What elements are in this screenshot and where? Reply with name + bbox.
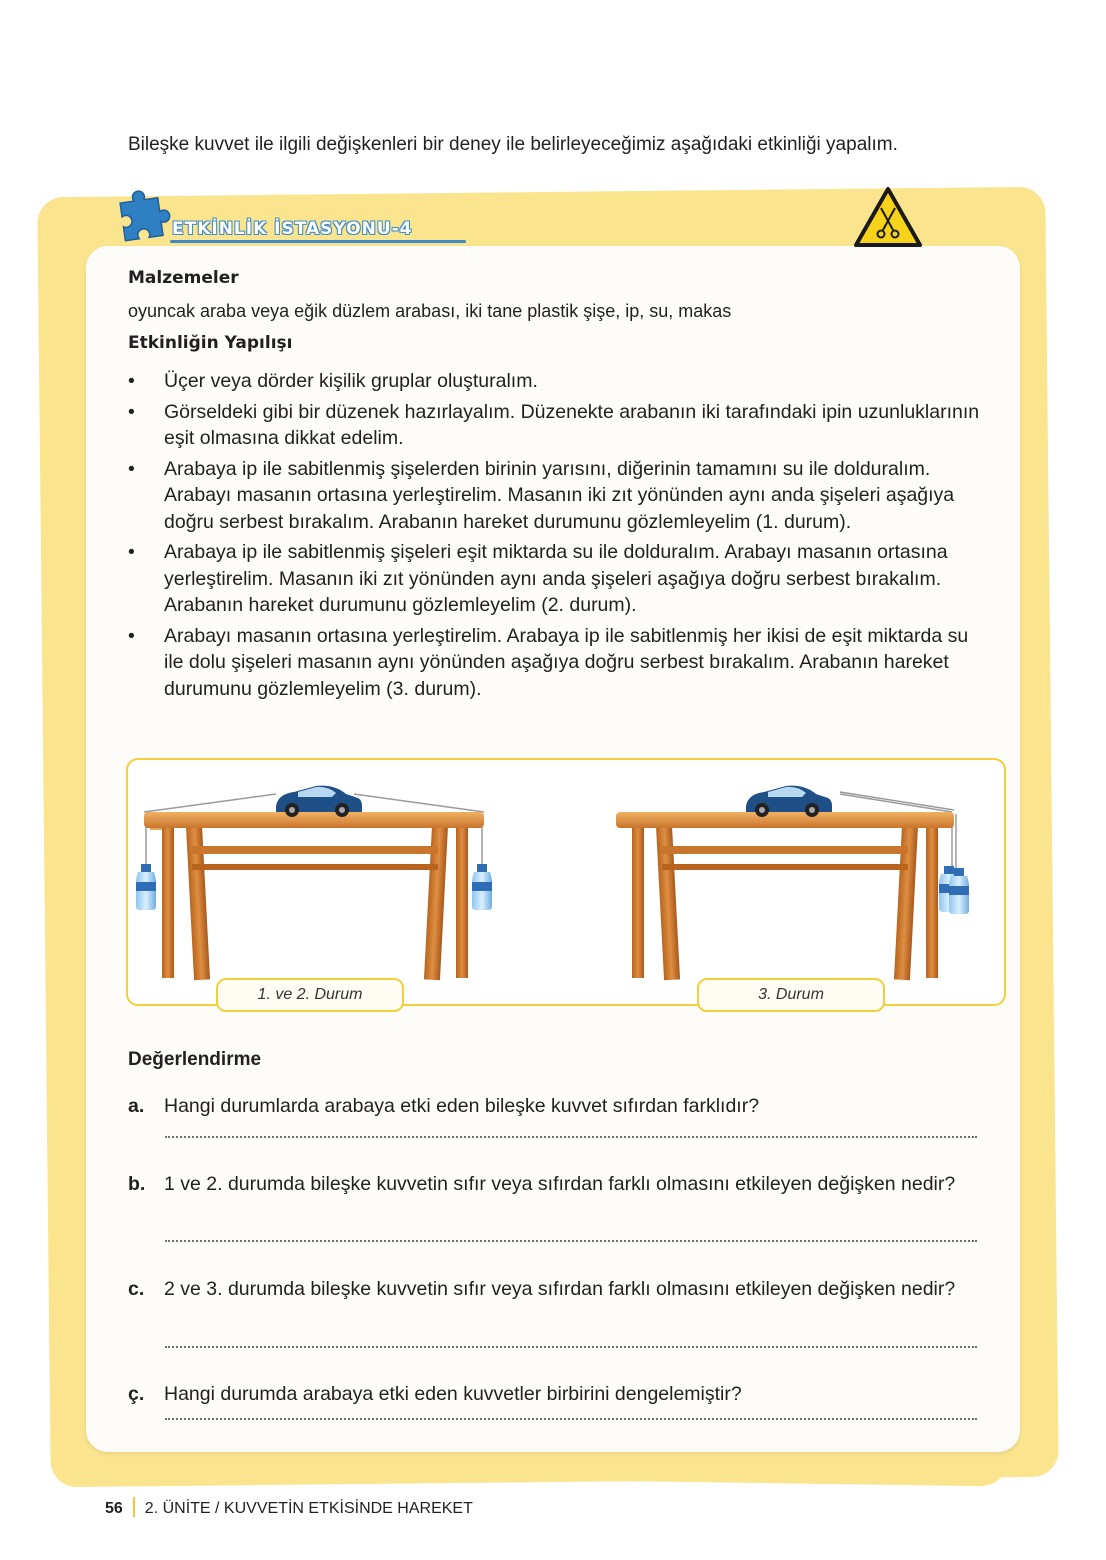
figure-label-left: 1. ve 2. Durum [216, 978, 404, 1012]
question-text: Hangi durumda arabaya etki eden kuvvetler birbirini dengelemiştir? [164, 1383, 742, 1405]
answer-line-c-cedilla[interactable] [165, 1418, 977, 1420]
question-letter: b. [128, 1173, 146, 1195]
question-a [128, 1093, 980, 1120]
string-left-b [354, 794, 484, 812]
list-item: • Arabaya ip ile sabitlenmiş şişelerden birinin yarısını, diğerinin tamamını su ile dolduralım. Arabayı masanın ortasına yerleştirelim. Masanın iki zıt yönünden aynı anda şişeleri aşağıya doğru serbest bırakalım. Arabanın hareket durumunu gözlemleyelim (1. durum). [128, 457, 955, 533]
station-title-underline [170, 240, 466, 243]
footer-divider [133, 1497, 135, 1517]
bullet-dot: • [128, 400, 135, 423]
question-b [128, 1171, 980, 1198]
table-left [136, 786, 492, 981]
materials-text: oyuncak araba veya eğik düzlem arabası, iki tane plastik şişe, ip, su, makas [128, 301, 732, 321]
intro-paragraph: Bileşke kuvvet ile ilgili değişkenleri bir deney ile belirleyeceğimiz aşağıdaki etkinliği yapalım. [128, 134, 898, 155]
scissors-warning-icon [853, 186, 923, 248]
figure-label-right: 3. Durum [697, 978, 885, 1012]
bullet-dot: • [128, 541, 135, 563]
question-letter: c. [128, 1278, 145, 1300]
bottle-icon [136, 864, 156, 910]
evaluation-heading: Değerlendirme [128, 1049, 262, 1070]
answer-line-a[interactable] [165, 1136, 977, 1138]
string-right-a [840, 794, 952, 812]
question-c-cedilla [128, 1381, 980, 1408]
page-number: 56 [105, 1500, 123, 1517]
puzzle-icon [114, 186, 172, 244]
answer-line-c[interactable] [165, 1346, 977, 1348]
question-letter: ç. [128, 1383, 145, 1405]
materials-heading: Malzemeler [128, 268, 239, 288]
list-item: • Üçer veya dörder kişilik gruplar oluşturalım. [128, 368, 980, 395]
question-text: Hangi durumlarda arabaya etki eden bileşke kuvvet sıfırdan farklıdır? [164, 1095, 760, 1117]
list-item: • Arabayı masanın ortasına yerleştirelim. Arabaya ip ile sabitlenmiş her ikisi de eşit miktarda su ile dolu şişeleri masanın aynı yönünden aşağıya doğru serbest bırakalım. Arabanın hareket durumunu gözlemleyelim (3. durum). [128, 624, 969, 700]
string-right-b [840, 792, 954, 810]
list-item: • Görseldeki gibi bir düzenek hazırlayalım. Düzenekte arabanın iki tarafındaki ipin uzunluklarının eşit olmasına dikkat edelim. [128, 400, 980, 449]
bullet-dot: • [128, 370, 135, 392]
question-letter: a. [128, 1095, 145, 1117]
table-right [616, 786, 969, 981]
question-text: 2 ve 3. durumda bileşke kuvvetin sıfır veya sıfırdan farklı olmasını etkileyen değişken nedir? [164, 1278, 956, 1300]
bottle-icon [472, 864, 492, 910]
bullet-dot: • [128, 624, 135, 647]
procedure-list [128, 368, 980, 706]
page-footer [105, 1497, 473, 1518]
experiment-illustration [126, 758, 1006, 1006]
procedure-heading: Etkinliğin Yapılışı [128, 333, 293, 353]
bullet-dot: • [128, 457, 135, 480]
answer-line-b[interactable] [165, 1240, 977, 1242]
question-c [128, 1276, 980, 1303]
question-text: 1 ve 2. durumda bileşke kuvvetin sıfır veya sıfırdan farklı olmasını etkileyen değişken nedir? [164, 1173, 956, 1195]
list-item: • Arabaya ip ile sabitlenmiş şişeleri eşit miktarda su ile dolduralım. Arabayı masanın ortasına yerleştirelim. Masanın iki zıt yönünden aynı anda şişeleri aşağıya doğru serbest bırakalım. Arabanın hareket durumunu gözlemleyelim (2. durum). [128, 541, 948, 616]
station-title: ETKİNLİK İSTASYONU-4 [172, 219, 413, 239]
unit-title: 2. ÜNİTE / KUVVETİN ETKİSİNDE HAREKET [144, 1500, 473, 1517]
string-left-a [144, 794, 276, 812]
